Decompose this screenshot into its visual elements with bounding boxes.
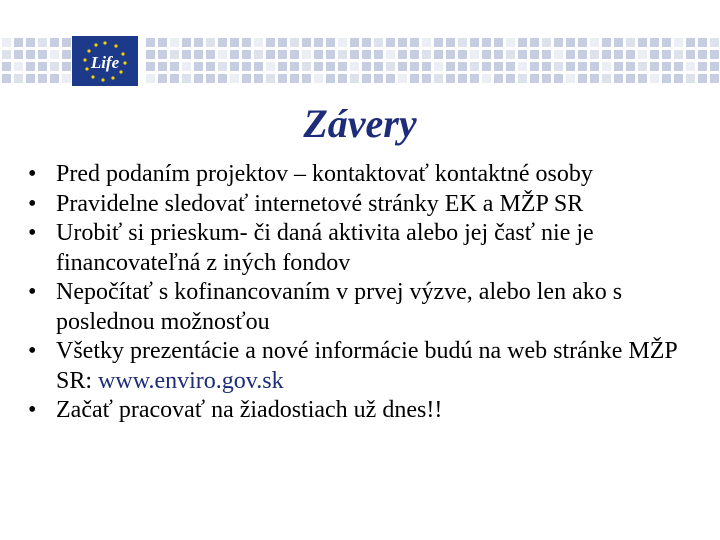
bullet-item-3: • Urobiť si prieskum- či daná aktivita alebo jej časť nie je financovateľná z iných fondov bbox=[28, 220, 594, 276]
bullet-item-1: • Pred podaním projektov – kontaktovať kontaktné osoby bbox=[28, 160, 688, 190]
enviro-link[interactable]: www.enviro.gov.sk bbox=[98, 367, 284, 394]
bullet-icon: • bbox=[28, 161, 37, 187]
bullet-item-2: • Pravidelne sledovať internetové stránky EK a MŽP SR bbox=[28, 190, 688, 220]
bullet-item-6: • Začať pracovať na žiadostiach už dnes!! bbox=[28, 396, 688, 426]
slide-title: Závery bbox=[303, 101, 417, 146]
eu-life-logo bbox=[72, 36, 138, 86]
bullet-icon: • bbox=[28, 397, 37, 423]
bullet-icon: • bbox=[28, 220, 37, 246]
bullet-icon: • bbox=[28, 279, 37, 305]
logo-text: Life bbox=[90, 53, 120, 72]
bullet-item-4: • Nepočítať s kofinancovaním v prvej výzve, alebo len ako s poslednou možnosťou bbox=[28, 279, 623, 335]
bullet-icon: • bbox=[28, 338, 37, 364]
bullet-item-5: • Všetky prezentácie a nové informácie budú na web stránke MŽP SR: www.enviro.gov.sk bbox=[28, 338, 677, 394]
bullet-list bbox=[28, 160, 688, 426]
bullet-icon: • bbox=[28, 190, 37, 217]
bullet-list-container bbox=[28, 160, 688, 426]
